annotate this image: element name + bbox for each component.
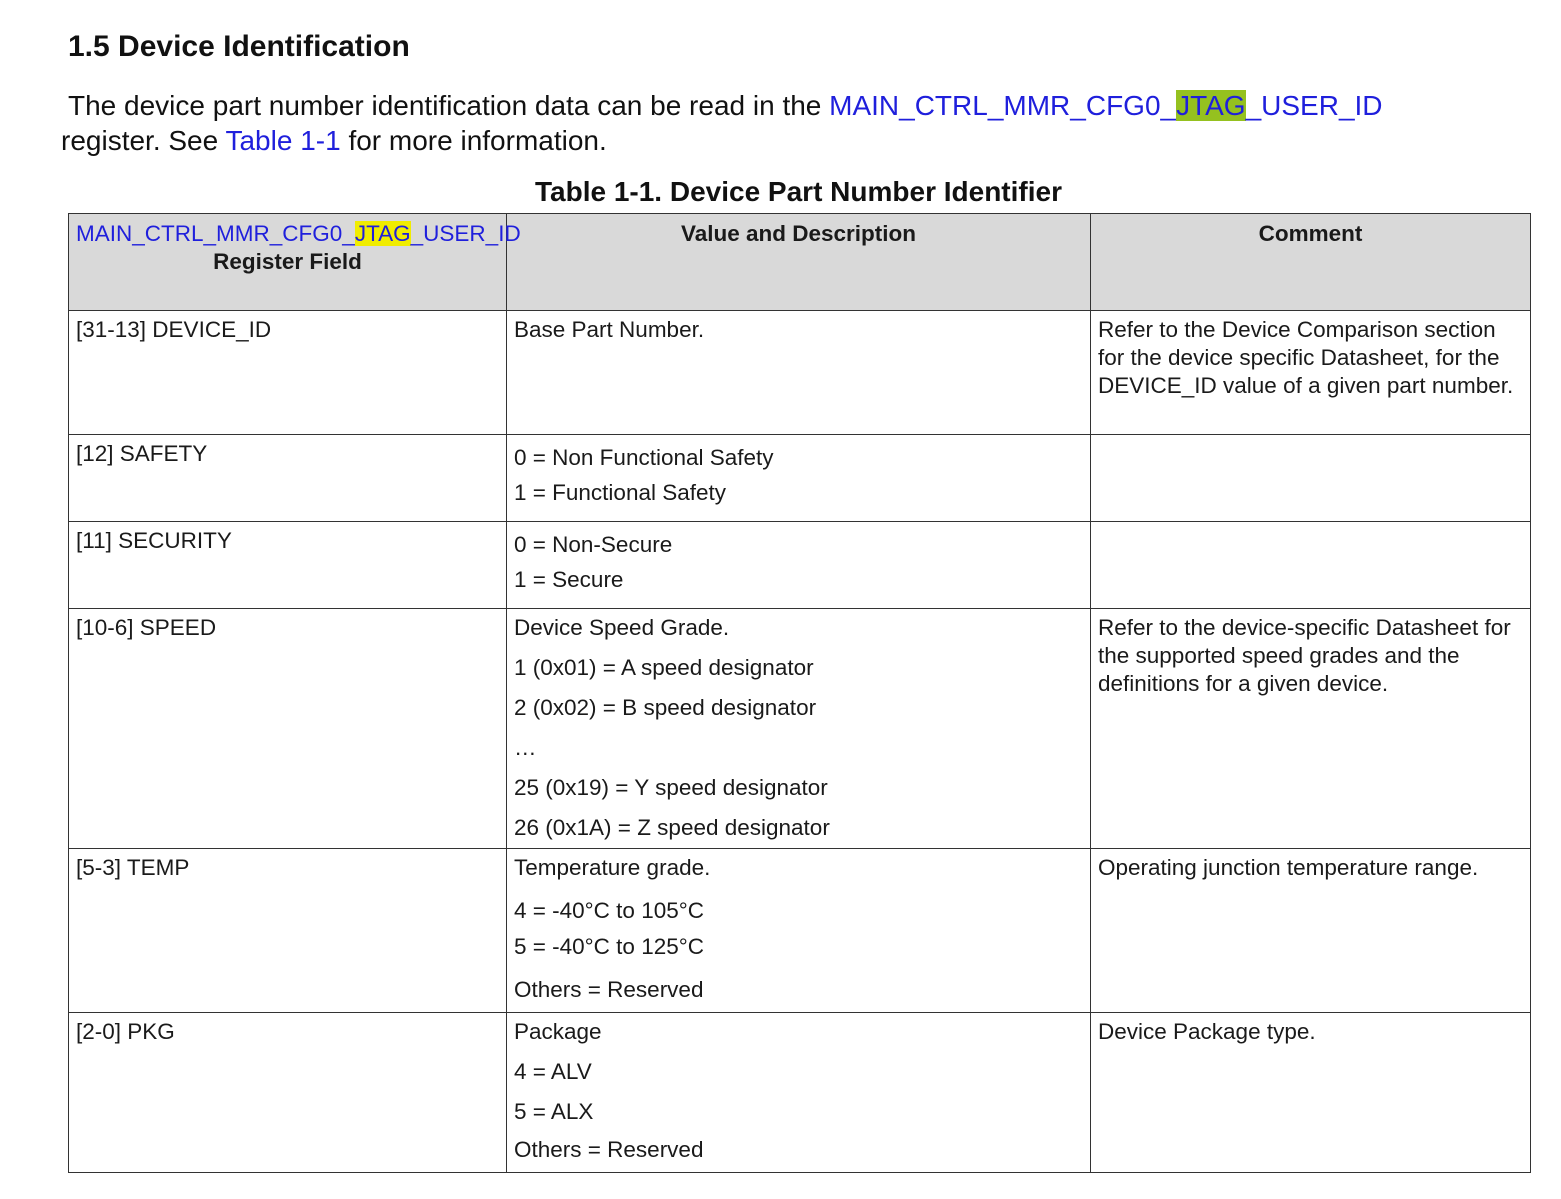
header-register-link[interactable] [76,220,521,248]
section-heading: 1.5 Device Identification [68,30,410,63]
value-line: 0 = Non Functional Safety [514,445,774,470]
table-row [69,849,1531,1013]
value-line: 1 = Functional Safety [514,480,727,505]
value-line: Others = Reserved [514,977,704,1002]
value-line: 5 = ALX [514,1099,594,1124]
comment-cell [1091,522,1531,609]
register-link[interactable] [829,90,1382,121]
value-line: Others = Reserved [514,1137,704,1162]
header-reg-pre: MAIN_CTRL_MMR_CFG0_ [76,221,355,246]
header-value-description: Value and Description [507,214,1091,311]
value-cell [507,1013,1091,1173]
field-cell: [12] SAFETY [69,435,507,522]
field-cell: [11] SECURITY [69,522,507,609]
value-line: 5 = -40°C to 125°C [514,934,704,959]
device-part-number-table [68,213,1531,1173]
register-link-pre: MAIN_CTRL_MMR_CFG0_ [829,90,1177,121]
intro-text-middle: register. See [61,125,226,156]
table-caption: Table 1-1. Device Part Number Identifier [535,176,1062,207]
value-line: Package [514,1019,602,1044]
value-line: 2 (0x02) = B speed designator [514,695,817,720]
comment-cell: Device Package type. [1091,1013,1531,1173]
table-header-row [69,214,1531,311]
intro-paragraph [61,88,1508,158]
value-line: 26 (0x1A) = Z speed designator [514,815,830,840]
comment-cell: Operating junction temperature range. [1091,849,1531,1013]
intro-text-after: for more information. [340,125,607,156]
register-link-post: _USER_ID [1245,90,1383,121]
intro-text-before: The device part number identification data can be read in the [68,90,830,121]
table-row [69,311,1531,435]
value-line: Temperature grade. [514,855,711,880]
field-cell: [5-3] TEMP [69,849,507,1013]
value-line: … [514,735,537,760]
value-cell [507,311,1091,435]
value-line: 0 = Non-Secure [514,532,673,557]
value-cell [507,609,1091,849]
table-link[interactable]: Table 1-1 [225,125,341,156]
header-register-field-label: Register Field [213,249,362,274]
value-cell [507,435,1091,522]
field-cell: [10-6] SPEED [69,609,507,849]
value-line: 1 (0x01) = A speed designator [514,655,814,680]
field-cell: [31-13] DEVICE_ID [69,311,507,435]
header-reg-post: _USER_ID [410,221,521,246]
comment-cell: Refer to the Device Comparison section for the device specific Datasheet, for the DEVICE_ID value of a given part number. [1091,311,1531,435]
comment-cell [1091,435,1531,522]
header-register-field [69,214,521,311]
field-cell: [2-0] PKG [69,1013,507,1173]
table-row [69,609,1531,849]
value-cell [507,849,1091,1013]
table-row [69,435,1531,522]
header-reg-highlight: JTAG [354,221,411,246]
value-cell [507,522,1091,609]
header-comment: Comment [1091,214,1531,311]
table-row [69,1013,1531,1173]
value-line: Base Part Number. [514,317,705,342]
register-link-highlight: JTAG [1176,90,1246,121]
table-row [69,522,1531,609]
value-line: 4 = -40°C to 105°C [514,898,704,923]
value-line: 1 = Secure [514,567,624,592]
comment-cell: Refer to the device-specific Datasheet for the supported speed grades and the definitions for a given device. [1091,609,1531,849]
value-line: Device Speed Grade. [514,615,730,640]
value-line: 25 (0x19) = Y speed designator [514,775,828,800]
value-line: 4 = ALV [514,1059,592,1084]
